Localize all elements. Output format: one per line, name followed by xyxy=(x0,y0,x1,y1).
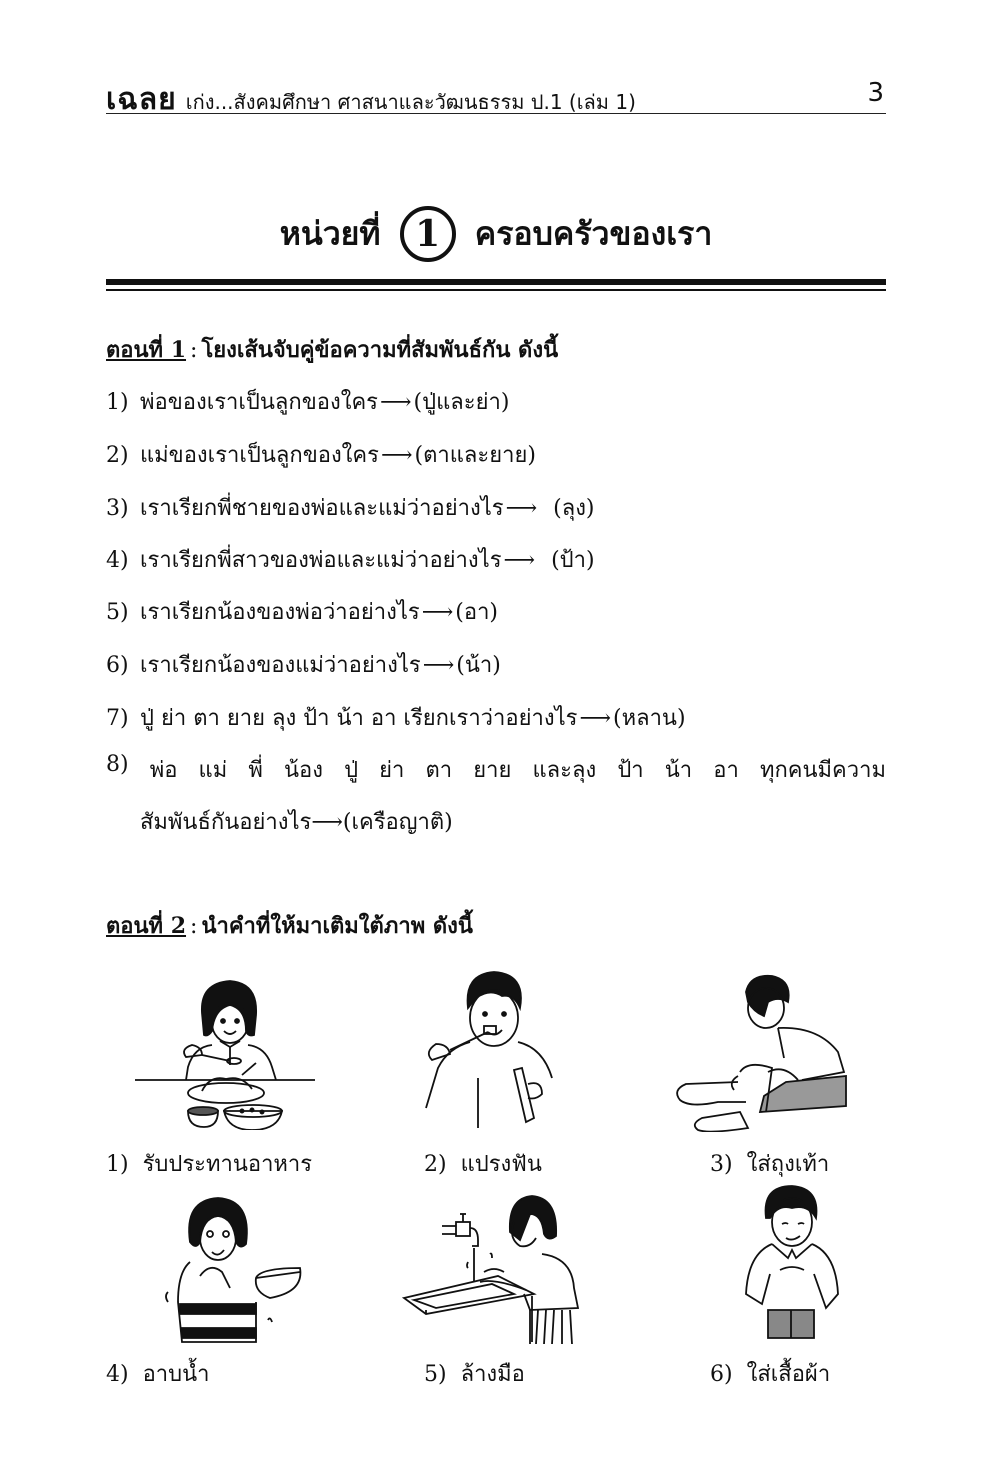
unit-title xyxy=(0,206,992,262)
answer-text: (หลาน) xyxy=(613,706,686,731)
picture-caption xyxy=(106,1146,312,1181)
question-text: เราเรียกพี่สาวของพ่อและแม่ว่าอย่างไร xyxy=(140,548,502,573)
arrow-right-icon: ⟶ xyxy=(503,548,536,573)
question-word: และลุง xyxy=(532,758,597,783)
header-subtitle: เก่ง...สังคมศึกษา ศาสนาและวัฒนธรรม ป.1 (เล่ม 1) xyxy=(185,90,636,114)
question-row xyxy=(106,490,595,525)
question-word: อา xyxy=(713,758,739,783)
caption-text: ใส่เสื้อผ้า xyxy=(746,1362,831,1387)
question-word: ตา xyxy=(425,758,453,783)
caption-number: 6) xyxy=(710,1362,733,1387)
picture-caption xyxy=(424,1146,542,1181)
picture-caption xyxy=(710,1356,830,1391)
question-text: แม่ของเราเป็นลูกของใคร xyxy=(140,443,379,468)
caption-number: 3) xyxy=(710,1152,733,1177)
part1-instruction: โยงเส้นจับคู่ข้อความที่สัมพันธ์กัน ดังนี้ xyxy=(201,337,559,363)
answer-text: (ป้า) xyxy=(551,548,595,573)
caption-number: 4) xyxy=(106,1362,129,1387)
question-row xyxy=(106,542,595,577)
header-brand: เฉลย xyxy=(106,82,177,117)
arrow-right-icon: ⟶ xyxy=(579,706,612,731)
arrow-right-icon: ⟶ xyxy=(505,496,538,521)
girl-eating-illustration xyxy=(130,975,320,1130)
caption-text: ล้างมือ xyxy=(460,1362,525,1387)
question-number: 4) xyxy=(106,548,129,573)
answer-text: (ตาและยาย) xyxy=(414,443,536,468)
caption-number: 2) xyxy=(424,1152,447,1177)
question-number: 1) xyxy=(106,390,129,415)
question-number: 7) xyxy=(106,706,129,731)
question-row-continuation xyxy=(140,804,453,839)
unit-prefix: หน่วยที่ xyxy=(279,214,381,253)
question-word: น้า xyxy=(664,758,693,783)
part2-colon: : xyxy=(190,914,198,939)
part1-label: ตอนที่ 1 xyxy=(106,337,187,363)
question-word: ป้า xyxy=(617,758,644,783)
page-number: 3 xyxy=(867,78,884,108)
answer-text: (อา) xyxy=(455,600,499,625)
boy-putting-on-socks-illustration xyxy=(668,972,858,1132)
question-word: น้อง xyxy=(283,758,323,783)
unit-name: ครอบครัวของเรา xyxy=(474,214,713,253)
caption-text: รับประทานอาหาร xyxy=(142,1152,313,1177)
question-row xyxy=(106,647,501,682)
answer-text: (ปู่และย่า) xyxy=(413,390,510,415)
question-text: ปู่ ย่า ตา ยาย ลุง ป้า น้า อา เรียกเราว่าอย่างไร xyxy=(140,706,578,731)
picture-caption xyxy=(710,1146,829,1181)
question-word: พ่อ xyxy=(149,758,178,783)
question-text: พ่อของเราเป็นลูกของใคร xyxy=(140,390,378,415)
girl-washing-hands-illustration xyxy=(402,1192,582,1352)
arrow-right-icon: ⟶ xyxy=(380,443,413,468)
arrow-right-icon: ⟶ xyxy=(311,810,343,835)
question-word: ย่า xyxy=(379,758,405,783)
question-row xyxy=(106,700,686,735)
part2-instruction: นำคำที่ให้มาเติมใต้ภาพ ดังนี้ xyxy=(201,913,473,939)
part1-heading xyxy=(106,332,558,367)
boy-brushing-teeth-illustration xyxy=(418,968,558,1133)
question-number: 2) xyxy=(106,443,129,468)
caption-number: 1) xyxy=(106,1152,129,1177)
arrow-right-icon: ⟶ xyxy=(380,390,412,415)
question-row xyxy=(106,594,498,629)
arrow-right-icon: ⟶ xyxy=(422,653,455,678)
question-word: แม่ xyxy=(198,758,228,783)
question-text: เราเรียกน้องของแม่ว่าอย่างไร xyxy=(140,653,421,678)
question-text: เราเรียกพี่ชายของพ่อและแม่ว่าอย่างไร xyxy=(140,496,504,521)
unit-number-badge: 1 xyxy=(400,206,456,262)
question-word: ยาย xyxy=(473,758,512,783)
picture-caption xyxy=(106,1356,210,1391)
girl-bathing-illustration xyxy=(160,1192,310,1347)
answer-text: (น้า) xyxy=(456,653,501,678)
answer-text: (เครือญาติ) xyxy=(342,810,453,835)
question-row xyxy=(106,384,509,419)
question-number: 5) xyxy=(106,600,129,625)
picture-caption xyxy=(424,1356,525,1391)
arrow-right-icon: ⟶ xyxy=(421,600,454,625)
question-word: ปู่ xyxy=(344,758,359,783)
caption-text: อาบน้ำ xyxy=(142,1362,210,1387)
question-text: เราเรียกน้องของพ่อว่าอย่างไร xyxy=(140,600,420,625)
question-word: พี่ xyxy=(248,758,263,783)
title-divider-thin xyxy=(106,289,886,291)
caption-text: แปรงฟัน xyxy=(460,1152,542,1177)
question-row xyxy=(106,437,536,472)
part2-heading xyxy=(106,908,473,943)
caption-text: ใส่ถุงเท้า xyxy=(746,1152,830,1177)
question-number: 6) xyxy=(106,653,129,678)
part2-label: ตอนที่ 2 xyxy=(106,913,187,939)
title-divider-thick xyxy=(106,279,886,285)
page-header xyxy=(106,76,886,117)
answer-text: (ลุง) xyxy=(553,496,595,521)
part1-colon: : xyxy=(190,338,198,363)
question-text: สัมพันธ์กันอย่างไร xyxy=(140,810,312,835)
boy-dressing-illustration xyxy=(742,1184,842,1344)
question-word: ทุกคนมีความ xyxy=(759,758,886,783)
question-number: 3) xyxy=(106,496,129,521)
caption-number: 5) xyxy=(424,1362,447,1387)
question-number: 8) xyxy=(106,752,129,777)
question-row xyxy=(106,752,886,787)
header-title xyxy=(106,76,636,123)
